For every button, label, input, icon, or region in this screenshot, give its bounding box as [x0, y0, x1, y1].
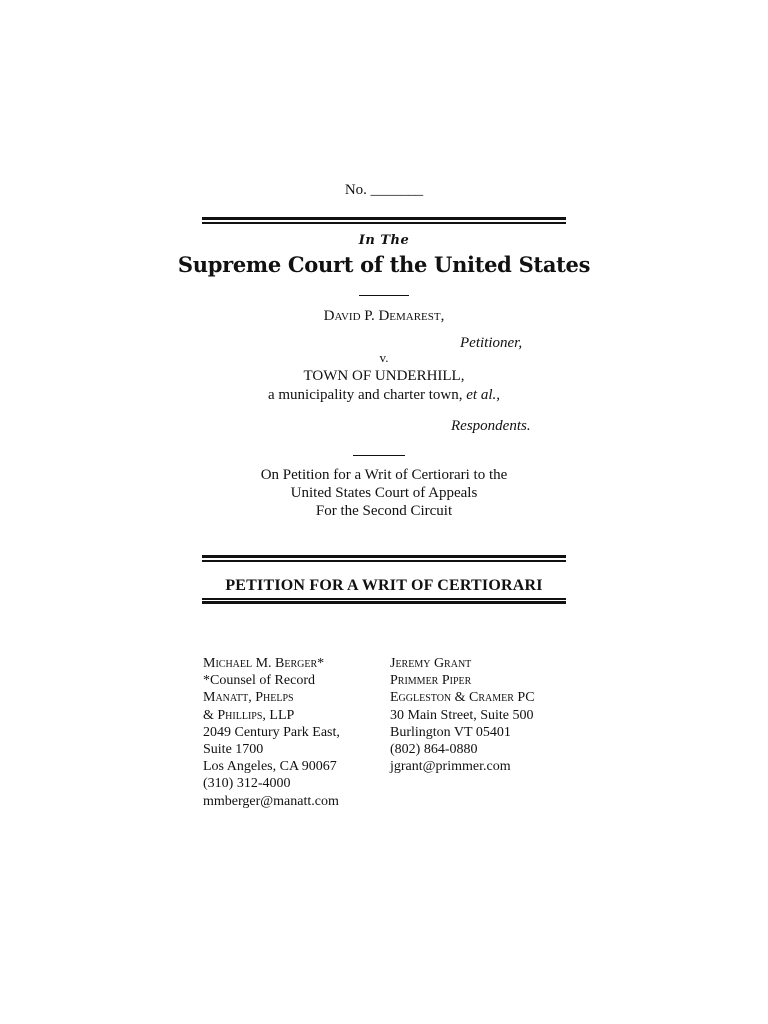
counsel-firm: Eggleston & Cramer PC — [390, 690, 535, 706]
counsel-address: Los Angeles, CA 90067 — [203, 759, 337, 775]
counsel-address: 30 Main Street, Suite 500 — [390, 707, 534, 723]
respondent-description-etal: et al., — [466, 387, 501, 403]
counsel-firm: & Phillips, LLP — [203, 707, 295, 723]
petition-line: On Petition for a Writ of Certiorari to the — [260, 467, 508, 483]
title-rule-top-thick — [202, 555, 566, 558]
respondent-name: TOWN OF UNDERHILL, — [303, 368, 465, 384]
respondent-description — [0, 386, 768, 404]
respondent-description-text: a municipality and charter town, — [267, 387, 463, 403]
counsel-note: *Counsel of Record — [203, 673, 315, 689]
counsel-name: Jeremy Grant — [390, 656, 472, 671]
title-rule-top-thin — [202, 560, 566, 562]
court-prefix: In The — [358, 233, 410, 248]
title-rule-bottom-thin — [202, 598, 566, 600]
docket-number: No. _______ — [344, 182, 424, 198]
petition-line: United States Court of Appeals — [290, 485, 478, 501]
counsel-left-block — [203, 655, 340, 810]
document-title: PETITION FOR A WRIT OF CERTIORARI — [225, 577, 543, 594]
counsel-address: 2049 Century Park East, — [203, 724, 340, 740]
counsel-right-block — [390, 655, 535, 775]
petitioner-role: Petitioner, — [460, 335, 523, 351]
petitioner-name: David P. Demarest, — [323, 308, 445, 324]
petition-line: For the Second Circuit — [315, 503, 453, 519]
counsel-phone: (802) 864-0880 — [390, 742, 478, 758]
top-rule-thin — [202, 222, 566, 224]
counsel-email: jgrant@primmer.com — [390, 759, 511, 775]
counsel-firm: Manatt, Phelps — [203, 690, 294, 706]
counsel-email: mmberger@manatt.com — [203, 793, 339, 809]
respondent-role: Respondents. — [451, 418, 531, 434]
court-name: Supreme Court of the United States — [177, 252, 591, 277]
top-rule-thick — [202, 217, 566, 220]
divider — [353, 455, 405, 456]
title-rule-bottom-thick — [202, 601, 566, 604]
counsel-name: Michael M. Berger* — [203, 656, 325, 671]
versus: v. — [379, 350, 389, 365]
counsel-firm: Primmer Piper — [390, 673, 472, 689]
counsel-phone: (310) 312-4000 — [203, 776, 291, 792]
counsel-address: Suite 1700 — [203, 742, 264, 758]
counsel-address: Burlington VT 05401 — [390, 724, 511, 740]
petition-description — [0, 466, 768, 520]
divider — [359, 295, 409, 296]
